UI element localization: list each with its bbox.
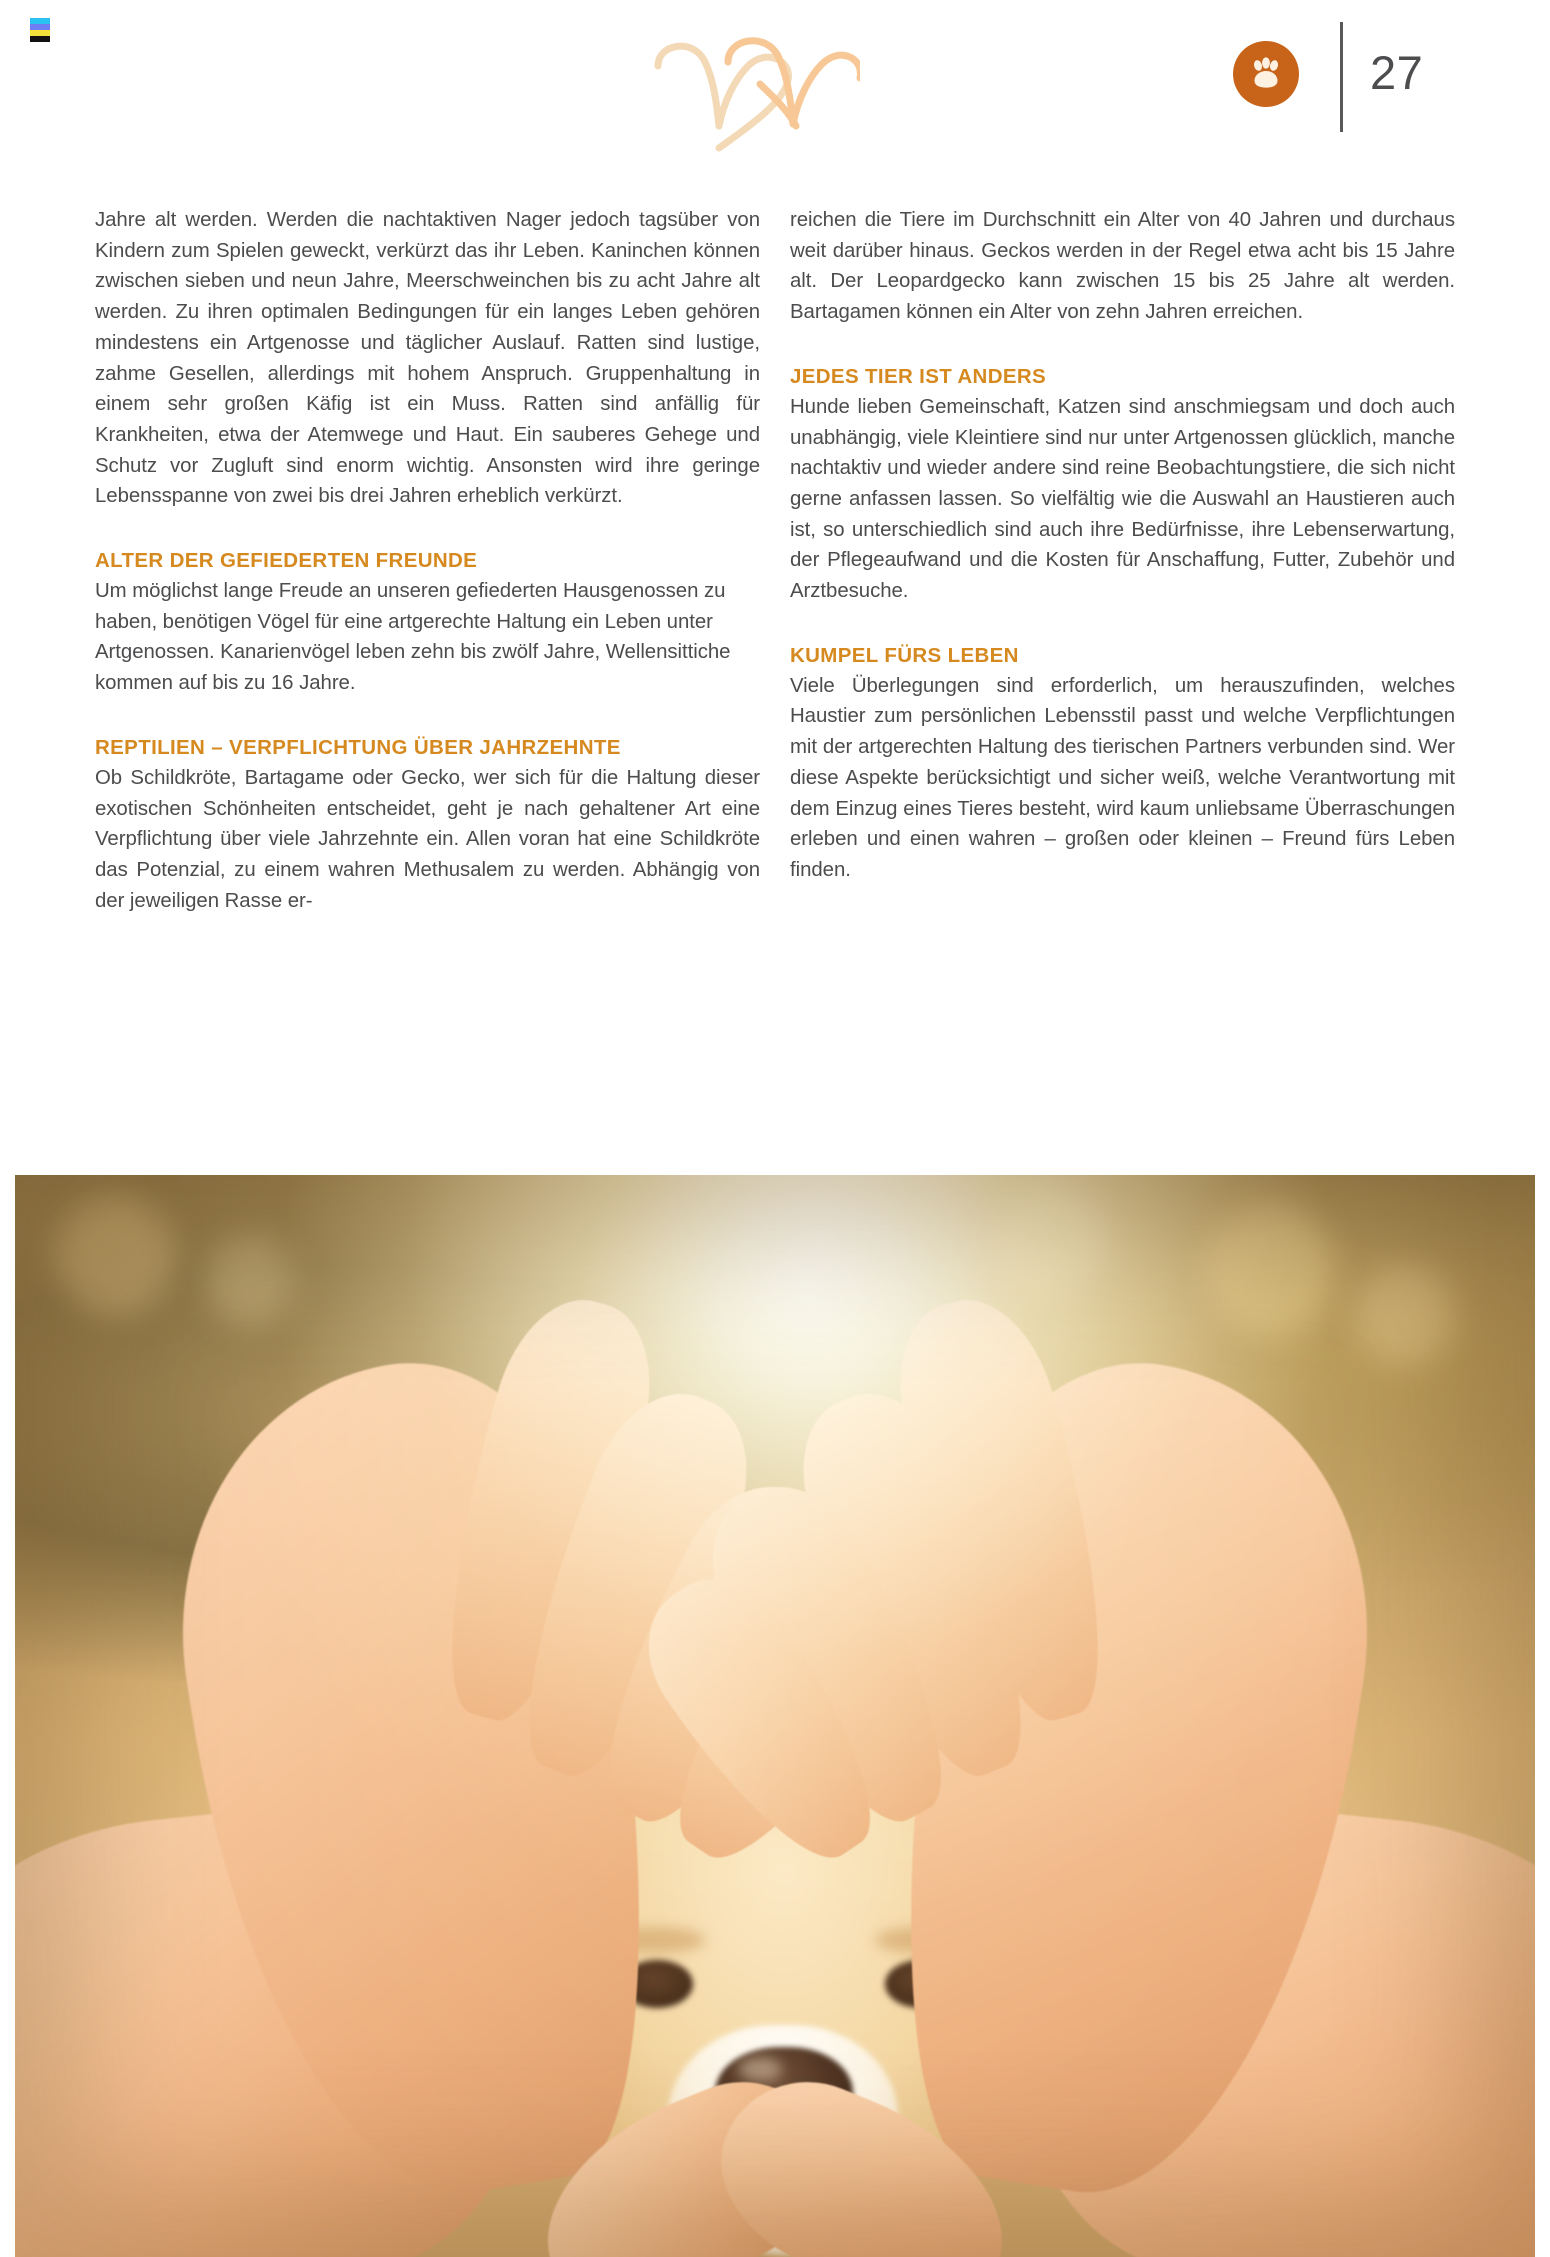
paragraph-every-animal-is-different: Hunde lieben Gemeinschaft, Katzen sind anschmiegsam und doch auch unabhängig, viele Kleintiere sind nur unter Artgenossen glücklich, manche nachtaktiv und wieder andere sind reine Beobachtungstiere, die sich nicht gerne anfassen lassen. So vielfältig wie die Auswahl an Haustieren auch ist, so unterschiedlich sind auch ihre Bedürfnisse, ihre Lebenserwartung, der Pflegeaufwand und die Kosten für Anschaffung, Futter, Zubehör und Arztbesuche. — [790, 395, 1455, 603]
paragraph-reptiles-continued: reichen die Tiere im Durchschnitt ein Alter von 40 Jahren und durchaus weit darüber hinaus. Geckos werden in der Regel etwa acht bis 15 Jahre alt. Der Leopardgecko kann zwischen 15 bis 25 Jahre alt werden. Bartagamen können ein Alter von zehn Jahren erreichen. — [790, 209, 1455, 324]
heading-reptiles: REPTILIEN – VERPFLICHTUNG ÜBER JAHRZEHNTE — [95, 735, 621, 759]
column-left — [95, 205, 760, 916]
paw-badge — [1233, 41, 1299, 107]
column-right — [790, 205, 1455, 916]
heading-every-animal-is-different: JEDES TIER IST ANDERS — [790, 364, 1047, 388]
paw-icon — [1246, 54, 1286, 94]
paragraph-small-mammals: Jahre alt werden. Werden die nachtaktiven Nager jedoch tagsüber von Kindern zum Spielen geweckt, verkürzt das ihr Leben. Kaninchen können zwischen sieben und neun Jahre, Meerschweinchen bis zu acht Jahre alt werden. Zu ihren optimalen Bedingungen für ein langes Leben gehören mindestens ein Artgenosse und täglicher Auslauf. Ratten sind lustige, zahme Gesellen, allerdings mit hohem Anspruch. Gruppenhaltung in einem sehr großen Käfig ist ein Muss. Ratten sind anfällig für Krankheiten, etwa der Atemwege und Haut. Ein sauberes Gehege und Schutz vor Zugluft sind enorm wichtig. Ansonsten wird ihre geringe Lebensspanne von zwei bis drei Jahren erheblich verkürzt. — [95, 209, 760, 508]
heading-buddy-for-life: KUMPEL FÜRS LEBEN — [790, 643, 1019, 667]
page-number: 27 — [1370, 46, 1424, 99]
paragraph-birds: Um möglichst lange Freude an unseren gefiederten Hausgenossen zu haben, benötigen Vögel für eine artgerechte Haltung ein Leben unter Artgenossen. Kanarienvögel leben zehn bis zwölf Jahre, Wellensittiche kommen auf bis zu 16 Jahre. — [95, 580, 731, 695]
photo-background — [15, 1175, 1535, 2257]
hands-heart-gesture — [15, 1175, 1535, 2257]
page-header — [0, 0, 1550, 200]
paragraph-reptiles: Ob Schildkröte, Bartagame oder Gecko, wer sich für die Haltung dieser exotischen Schönheiten entscheidet, geht je nach gehaltener Art eine Verpflichtung über viele Jahrzehnte ein. Allen voran hat eine Schildkröte das Potenzial, zu einem wahren Methusalem zu werden. Abhängig von der jeweiligen Rasse er- — [95, 766, 760, 912]
hands-forming-heart-around-dog-face-photo — [15, 1175, 1535, 2257]
article-columns — [95, 205, 1455, 916]
paragraph-buddy-for-life: Viele Überlegungen sind erforderlich, um herauszufinden, welches Haustier zum persönlichen Lebensstil passt und welche Verpflichtungen mit der artgerechten Haltung des tierischen Partners verbunden sind. Wer diese Aspekte berücksichtigt und sicher weiß, welche Verantwortung mit dem Einzug eines Tieres besteht, wird kaum unliebsame Überraschungen erleben und einen wahren – großen oder kleinen – Freund fürs Leben finden. — [790, 674, 1455, 881]
heading-birds: ALTER DER GEFIEDERTEN FREUNDE — [95, 549, 478, 573]
header-divider — [1340, 22, 1343, 132]
double-heart-outline-icon — [620, 22, 860, 152]
